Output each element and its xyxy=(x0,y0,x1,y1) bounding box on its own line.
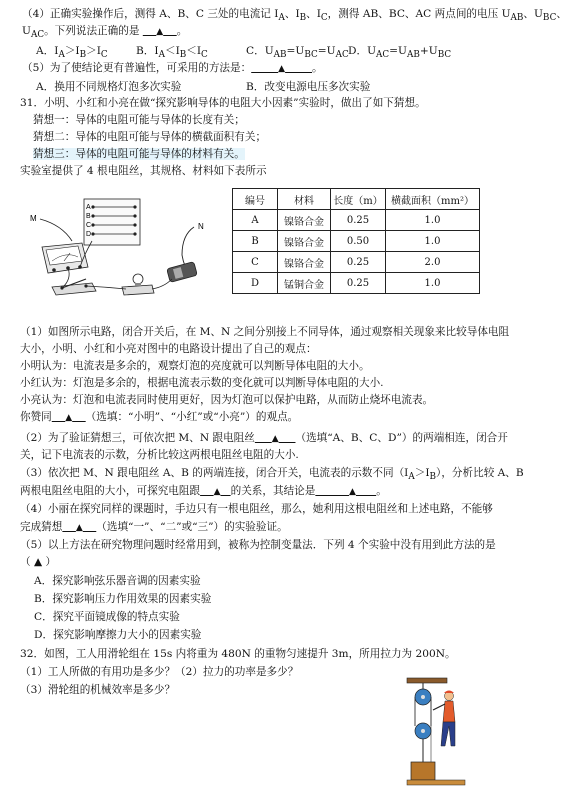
q31-part5-option-c: C．探究平面镜成像的特点实验 xyxy=(34,611,180,623)
q31-part1-xiaoliang: 小亮认为：灯泡和电流表同时使用更好，因为灯泡可以保护电路，从而防止烧坏电流表。 xyxy=(20,394,434,406)
text: ），分析比较 A、B xyxy=(436,467,524,479)
table-cell: 2.0 xyxy=(386,252,480,273)
text: 你赞同 xyxy=(20,411,52,423)
table-cell: 0.50 xyxy=(331,231,386,252)
table-row xyxy=(233,273,480,294)
table-cell: 0.25 xyxy=(331,273,386,294)
q31-part5-stem: （5）以上方法在研究物理问题时经常用到，被称为控制变量法．下列 4 个实验中没有用到此方法的是 xyxy=(20,539,496,551)
text: = xyxy=(389,45,399,57)
q-prev-option-c: C．$U_{AB}=U_{BC}=U_{AC}$ xyxy=(246,45,349,61)
q31-part1-question xyxy=(20,411,298,425)
q31-stem: 31．小明、小红和小亮在做“探究影响导体的电阻大小因素”实验时，做出了如下猜想。 xyxy=(20,97,426,109)
table-row xyxy=(233,231,480,252)
table-header: 材料 xyxy=(278,189,331,210)
text: （4）正确实验操作后，测得 A、B、C 三处的电流记 I xyxy=(22,8,279,20)
q31-part1-line1: （1）如图所示电路，闭合开关后，在 M、N 之间分别接上不同导体，通过观察相关现象来比较导体电阻 xyxy=(20,326,510,338)
table-cell: 1.0 xyxy=(386,273,480,294)
q32-part1-2: （1）工人所做的有用功是多少？（2）拉力的功率是多少？ xyxy=(20,666,299,678)
sub: A xyxy=(408,472,415,483)
sub: AB xyxy=(406,50,420,61)
q31-guess-2: 猜想二：导体的电阻可能与导体的横截面积有关； xyxy=(33,131,267,143)
sub: AC xyxy=(376,50,390,61)
q32-part3: （3）滑轮组的机械效率是多少？ xyxy=(20,684,176,696)
table-header: 编号 xyxy=(233,189,278,210)
sub: C xyxy=(201,50,208,61)
sub: A xyxy=(158,50,165,61)
table-cell: 1.0 xyxy=(386,231,480,252)
table-cell: A xyxy=(233,210,278,231)
table-cell: 镍铬合金 xyxy=(278,210,331,231)
sub: B xyxy=(299,13,307,24)
answer-blank[interactable] xyxy=(200,485,231,497)
text: （选填：“小明”、“小红”或“小亮”）的观点。 xyxy=(85,411,299,423)
table-cell: D xyxy=(233,273,278,294)
table-cell: B xyxy=(233,231,278,252)
lead-label-n: N xyxy=(198,222,204,231)
sub: C xyxy=(100,50,108,61)
q31-part5-option-a: A．探究影响弦乐器音调的因素实验 xyxy=(34,575,201,587)
blank-marker: ▲ xyxy=(349,487,356,497)
circuit-figure xyxy=(22,195,222,307)
text: 、 xyxy=(523,8,534,20)
answer-blank[interactable] xyxy=(52,411,86,423)
table-cell: 0.25 xyxy=(331,210,386,231)
q-prev-part4-line1: （4）正确实验操作后，测得 A、B、C 三处的电流记 $I_A$、$I_B$、$I_C$，测得 AB、BC、AC 两点间的电压 $U_{AB}$、$U_{BC}$、 xyxy=(22,8,567,24)
table-header: 横截面积（mm²） xyxy=(386,189,480,210)
wire-label-b: B xyxy=(86,213,91,220)
sub: A xyxy=(58,50,65,61)
text: （3）依次把 M、N 跟电阻丝 A、B 的两端连接，闭合开关，电流表的示数不同（I xyxy=(20,467,409,479)
table-cell: 1.0 xyxy=(386,210,480,231)
bulb xyxy=(122,274,154,295)
sub: BC xyxy=(304,50,318,61)
text: （2）为了验证猜想三，可依次把 M、N 跟电阻丝 xyxy=(20,432,255,444)
wire-label-c: C xyxy=(86,222,92,229)
q-prev-option-d: D．$U_{AC}=U_{AB}+U_{BC}$ xyxy=(348,45,452,61)
table-cell: 锰铜合金 xyxy=(278,273,331,294)
text: 猜想三：导体的电阻可能与导体的材料有关。 xyxy=(33,148,245,160)
text: ＞I xyxy=(414,467,430,479)
q-prev-option-b: B．$I_A<I_B<I_C$ xyxy=(136,45,208,61)
sub: AB xyxy=(510,13,524,24)
sub: B xyxy=(179,50,187,61)
blank-marker: ▲ xyxy=(75,523,83,533)
text: 的关系，其结论是 xyxy=(230,485,316,497)
q-prev-part5-option-b: B．改变电源电压多次实验 xyxy=(246,81,371,93)
text: ＞ xyxy=(64,45,76,57)
sub: B xyxy=(429,472,437,483)
sub: AC xyxy=(30,30,45,41)
resistance-wire-table xyxy=(232,188,480,294)
text: B．I xyxy=(136,45,159,57)
q31-part1-xiaohong: 小红认为：灯泡是多余的，根据电流表示数的变化就可以判断导体电阻的大小. xyxy=(20,377,384,389)
pulley-figure xyxy=(405,676,467,788)
sub: B xyxy=(79,50,87,61)
sub: A xyxy=(278,13,285,24)
answer-blank[interactable] xyxy=(315,485,376,497)
text: （5）为了使结论更有普遍性，可采用的方法是： xyxy=(22,62,252,74)
q31-guess-1: 猜想一：导体的电阻可能与导体的长度有关； xyxy=(33,114,245,126)
q31-part5-answer-paren[interactable]: （ ▲ ） xyxy=(20,556,57,568)
q31-lab-intro: 实验室提供了 4 根电阻丝，其规格、材料如下表所示 xyxy=(20,165,267,177)
ceiling-beam xyxy=(407,678,447,683)
table-cell: 镍铬合金 xyxy=(278,252,331,273)
text: + xyxy=(419,45,429,57)
answer-blank[interactable] xyxy=(62,521,96,533)
sub: C xyxy=(320,13,328,24)
q31-part3-line1 xyxy=(20,467,524,484)
wire-label-d: D xyxy=(86,231,92,238)
switch xyxy=(52,279,96,295)
blank-marker: ▲ xyxy=(278,64,286,74)
table-cell: C xyxy=(233,252,278,273)
text: = xyxy=(286,45,296,57)
text: ＞ xyxy=(86,45,97,57)
answer-blank[interactable] xyxy=(251,62,312,74)
table-header: 长度（m） xyxy=(331,189,386,210)
worker xyxy=(433,691,455,747)
text: D．U xyxy=(348,45,377,57)
q-prev-part4-line2: $U_{AC}$。下列说法正确的是 ▲ 。 xyxy=(22,25,188,41)
text: C．U xyxy=(246,45,274,57)
answer-blank[interactable] xyxy=(143,25,177,37)
text: 、 xyxy=(306,8,317,20)
text: 完成猜想 xyxy=(20,521,63,533)
text: U xyxy=(22,25,31,37)
table-cell: 0.25 xyxy=(331,252,386,273)
wire-label-a: A xyxy=(86,204,91,211)
text: （选填“A、B、C、D”）的两端相连，闭合开 xyxy=(295,432,508,444)
text: ＜ xyxy=(164,45,176,57)
lead-label-m: M xyxy=(30,214,37,223)
q-prev-option-a: A．$I_A>I_B>I_C$ xyxy=(36,45,108,61)
q31-part1-xiaoming: 小明认为：电流表是多余的，观察灯泡的亮度就可以判断导体电阻的大小。 xyxy=(20,360,370,372)
q32-stem: 32．如图，工人用滑轮组在 15s 内将重为 480N 的重物匀速提升 3m，所用拉力为 200N。 xyxy=(20,648,456,660)
q31-part4-line2 xyxy=(20,521,288,535)
sub: BC xyxy=(542,13,557,24)
q-prev-part5: （5）为了使结论更有普遍性，可采用的方法是： ▲ 。 xyxy=(22,62,323,74)
text: （选填“一”、“二”或“三”）的实验验证。 xyxy=(96,521,288,533)
blank-marker: ▲ xyxy=(156,27,164,37)
table-row xyxy=(233,210,480,231)
sub: AB xyxy=(273,50,287,61)
table-cell: 镍铬合金 xyxy=(278,231,331,252)
q31-part5-option-b: B．探究影响压力作用效果的因素实验 xyxy=(34,593,212,605)
q31-part2-line1 xyxy=(20,432,508,446)
blank-marker: ▲ xyxy=(65,413,73,423)
blank-marker: ▲ xyxy=(213,487,221,497)
q31-part4-line1: （4）小丽在探究同样的课题时，手边只有一根电阻丝，那么，她利用这根电阻丝和上述电路，不能够 xyxy=(20,503,493,515)
sub: AC xyxy=(335,50,349,61)
q31-part5-option-d: D．探究影响摩擦力大小的因素实验 xyxy=(34,629,202,641)
blank-marker: ▲ xyxy=(271,434,279,444)
text: ，测得 AB、BC、AC 两点间的电压 U xyxy=(327,8,511,20)
q31-part1-line2: 大小，小明、小红和小亮对图中的电路设计提出了自己的观点： xyxy=(20,343,317,355)
text: 、 xyxy=(284,8,296,20)
q31-guess-3 xyxy=(33,148,245,161)
q31-part3-line2: 两根电阻丝电阻的大小，可探究电阻跟 ▲ 的关系，其结论是 ▲ 。 xyxy=(20,485,387,497)
answer-blank[interactable] xyxy=(255,432,296,444)
table-header-row xyxy=(233,189,480,210)
text: 。下列说法正确的是 xyxy=(44,25,140,37)
text: 、 xyxy=(556,8,567,20)
q31-part2-line2: 关，记下电流表的示数，分析比较这两根电阻丝电阻的大小. xyxy=(20,449,299,461)
sub: BC xyxy=(437,50,452,61)
weight-block xyxy=(411,762,435,780)
q-prev-part5-option-a: A．换用不同规格灯泡多次实验 xyxy=(36,81,182,93)
text: A．I xyxy=(36,45,59,57)
text: = xyxy=(317,45,327,57)
table-row xyxy=(233,252,480,273)
text: ＜ xyxy=(186,45,197,57)
text: 两根电阻丝电阻的大小，可探究电阻跟 xyxy=(20,485,201,497)
ammeter xyxy=(42,243,88,273)
